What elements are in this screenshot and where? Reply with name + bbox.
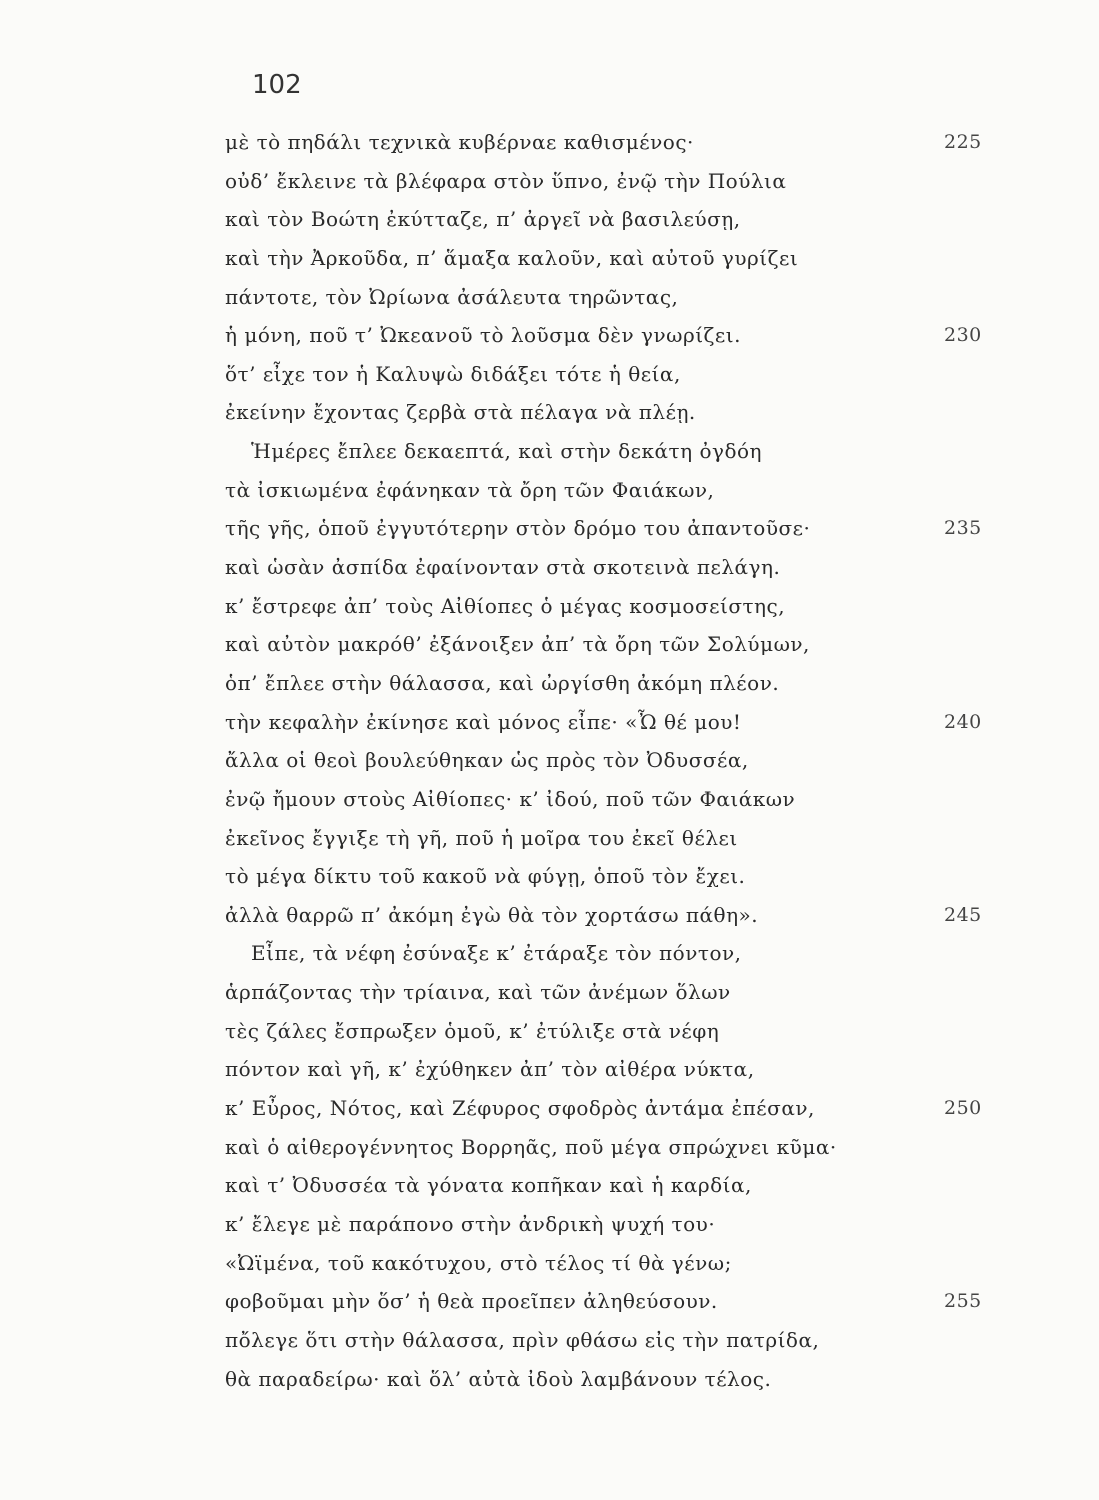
line-number: 245 xyxy=(944,903,982,926)
verse-text: κ’ Εὖρος, Νότος, καὶ Ζέφυρος σφοδρὸς ἀντάμα ἐπέσαν, xyxy=(225,1096,815,1121)
verse-line xyxy=(225,432,1025,471)
verse-line xyxy=(225,471,1025,510)
verse-line xyxy=(225,934,1025,973)
verse-text: τὸ μέγα δίκτυ τοῦ κακοῦ νὰ φύγῃ, ὁποῦ τὸν ἔχει. xyxy=(225,864,746,889)
verse-text: πάντοτε, τὸν Ὠρίωνα ἀσάλευτα τηρῶντας, xyxy=(225,284,679,309)
verse-line xyxy=(225,1205,1025,1244)
verse-line xyxy=(225,1012,1025,1051)
verse-line xyxy=(225,509,1025,548)
verse-text: τὴν κεφαλὴν ἐκίνησε καὶ μόνος εἶπε· «Ὦ θέ μου! xyxy=(225,709,742,734)
verse-text: ἄλλα οἱ θεοὶ βουλεύθηκαν ὡς πρὸς τὸν Ὀδυσσέα, xyxy=(225,748,749,773)
verse-line xyxy=(225,625,1025,664)
verse-text: τὲς ζάλες ἔσπρωξεν ὁμοῦ, κ’ ἐτύλιξε στὰ νέφη xyxy=(225,1018,720,1043)
verse-line xyxy=(225,162,1025,201)
verse-line xyxy=(225,1089,1025,1128)
line-number: 240 xyxy=(944,710,982,733)
verse-text: φοβοῦμαι μὴν ὅσ’ ἡ θεὰ προεῖπεν ἀληθεύσουν. xyxy=(225,1289,718,1314)
verse-text: καὶ τὸν Βοώτη ἐκύτταζε, π’ ἀργεῖ νὰ βασιλεύσῃ, xyxy=(225,207,741,232)
line-number: 255 xyxy=(944,1290,982,1313)
verse-line xyxy=(225,316,1025,355)
verse-line xyxy=(225,587,1025,626)
verse-text: τῆς γῆς, ὁποῦ ἐγγυτότερην στὸν δρόμο του ἀπαντοῦσε· xyxy=(225,516,811,541)
verse-text: θὰ παραδείρω· καὶ ὅλ’ αὐτὰ ἰδοὺ λαμβάνουν τέλος. xyxy=(225,1366,772,1391)
verse-line xyxy=(225,278,1025,317)
verse-line xyxy=(225,780,1025,819)
verse-line xyxy=(225,239,1025,278)
verse-line xyxy=(225,741,1025,780)
verse-text: πὄλεγε ὅτι στὴν θάλασσα, πρὶν φθάσω εἰς τὴν πατρίδα, xyxy=(225,1327,820,1352)
verse-line xyxy=(225,1321,1025,1360)
verse-text: «Ὠϊμένα, τοῦ κακότυχου, στὸ τέλος τί θὰ γένω; xyxy=(225,1250,732,1275)
verse-text: πόντον καὶ γῆ, κ’ ἐχύθηκεν ἀπ’ τὸν αἰθέρα νύκτα, xyxy=(225,1057,755,1082)
verse-line xyxy=(225,703,1025,742)
verse-line xyxy=(225,1282,1025,1321)
verse-text: ὅτ’ εἶχε τον ἡ Καλυψὼ διδάξει τότε ἡ θεία, xyxy=(225,361,681,386)
verse-line xyxy=(225,819,1025,858)
page-number: 102 xyxy=(252,70,302,100)
verse-text: τὰ ἰσκιωμένα ἐφάνηκαν τὰ ὄρη τῶν Φαιάκων, xyxy=(225,477,715,502)
verse-text: κ’ ἔλεγε μὲ παράπονο στὴν ἀνδρικὴ ψυχή του· xyxy=(225,1211,716,1236)
verse-text: ἐνῷ ἤμουν στοὺς Αἰθίοπες· κ’ ἰδού, ποῦ τῶν Φαιάκων xyxy=(225,786,796,811)
verse-text: καὶ τὴν Ἀρκοῦδα, π’ ἅμαξα καλοῦν, καὶ αὐτοῦ γυρίζει xyxy=(225,245,799,270)
verse-line xyxy=(225,393,1025,432)
poem-text xyxy=(225,123,1025,1398)
verse-text: κ’ ἔστρεφε ἀπ’ τοὺς Αἰθίοπες ὁ μέγας κοσμοσείστης, xyxy=(225,593,786,618)
verse-line xyxy=(225,1128,1025,1167)
verse-text: μὲ τὸ πηδάλι τεχνικὰ κυβέρναε καθισμένος· xyxy=(225,130,694,154)
verse-line xyxy=(225,1244,1025,1283)
verse-text: ἁρπάζοντας τὴν τρίαινα, καὶ τῶν ἀνέμων ὅλων xyxy=(225,980,731,1005)
verse-text: ἀλλὰ θαρρῶ π’ ἀκόμη ἐγὼ θὰ τὸν χορτάσω πάθη». xyxy=(225,902,759,927)
verse-text: ἡ μόνη, ποῦ τ’ Ὠκεανοῦ τὸ λοῦσμα δὲν γνωρίζει. xyxy=(225,323,741,348)
line-number: 235 xyxy=(944,517,982,540)
verse-text: οὐδ’ ἔκλεινε τὰ βλέφαρα στὸν ὕπνο, ἐνῷ τὴν Πούλια xyxy=(225,168,787,193)
verse-line xyxy=(225,548,1025,587)
verse-line xyxy=(225,200,1025,239)
verse-text: καὶ αὐτὸν μακρόθ’ ἐξάνοιξεν ἀπ’ τὰ ὄρη τῶν Σολύμων, xyxy=(225,632,810,657)
verse-text: καὶ ὡσὰν ἀσπίδα ἐφαίνονταν στὰ σκοτεινὰ πελάγη. xyxy=(225,555,781,580)
verse-line xyxy=(225,664,1025,703)
verse-text: ἐκεῖνος ἔγγιξε τὴ γῆ, ποῦ ἡ μοῖρα του ἐκεῖ θέλει xyxy=(225,825,738,850)
verse-text: καὶ ὁ αἰθερογέννητος Βορρηᾶς, ποῦ μέγα σπρώχνει κῦμα· xyxy=(225,1134,837,1159)
verse-line xyxy=(225,355,1025,394)
verse-line xyxy=(225,1166,1025,1205)
verse-line xyxy=(225,973,1025,1012)
verse-text: καὶ τ’ Ὀδυσσέα τὰ γόνατα κοπῆκαν καὶ ἡ καρδία, xyxy=(225,1173,752,1198)
verse-line xyxy=(225,857,1025,896)
verse-line xyxy=(225,896,1025,935)
verse-line xyxy=(225,1050,1025,1089)
line-number: 250 xyxy=(944,1097,982,1120)
verse-text: Εἶπε, τὰ νέφη ἐσύναξε κ’ ἐτάραξε τὸν πόντον, xyxy=(251,941,742,966)
verse-text: ὁπ’ ἔπλεε στὴν θάλασσα, καὶ ὠργίσθη ἀκόμη πλέον. xyxy=(225,670,780,695)
line-number: 225 xyxy=(944,131,982,153)
verse-text: Ἡμέρες ἔπλεε δεκαεπτά, καὶ στὴν δεκάτη ὀγδόη xyxy=(251,439,763,464)
verse-text: ἐκείνην ἔχοντας ζερβὰ στὰ πέλαγα νὰ πλέῃ. xyxy=(225,400,696,425)
line-number: 230 xyxy=(944,324,982,347)
verse-line xyxy=(225,1360,1025,1399)
verse-line xyxy=(225,123,1025,162)
